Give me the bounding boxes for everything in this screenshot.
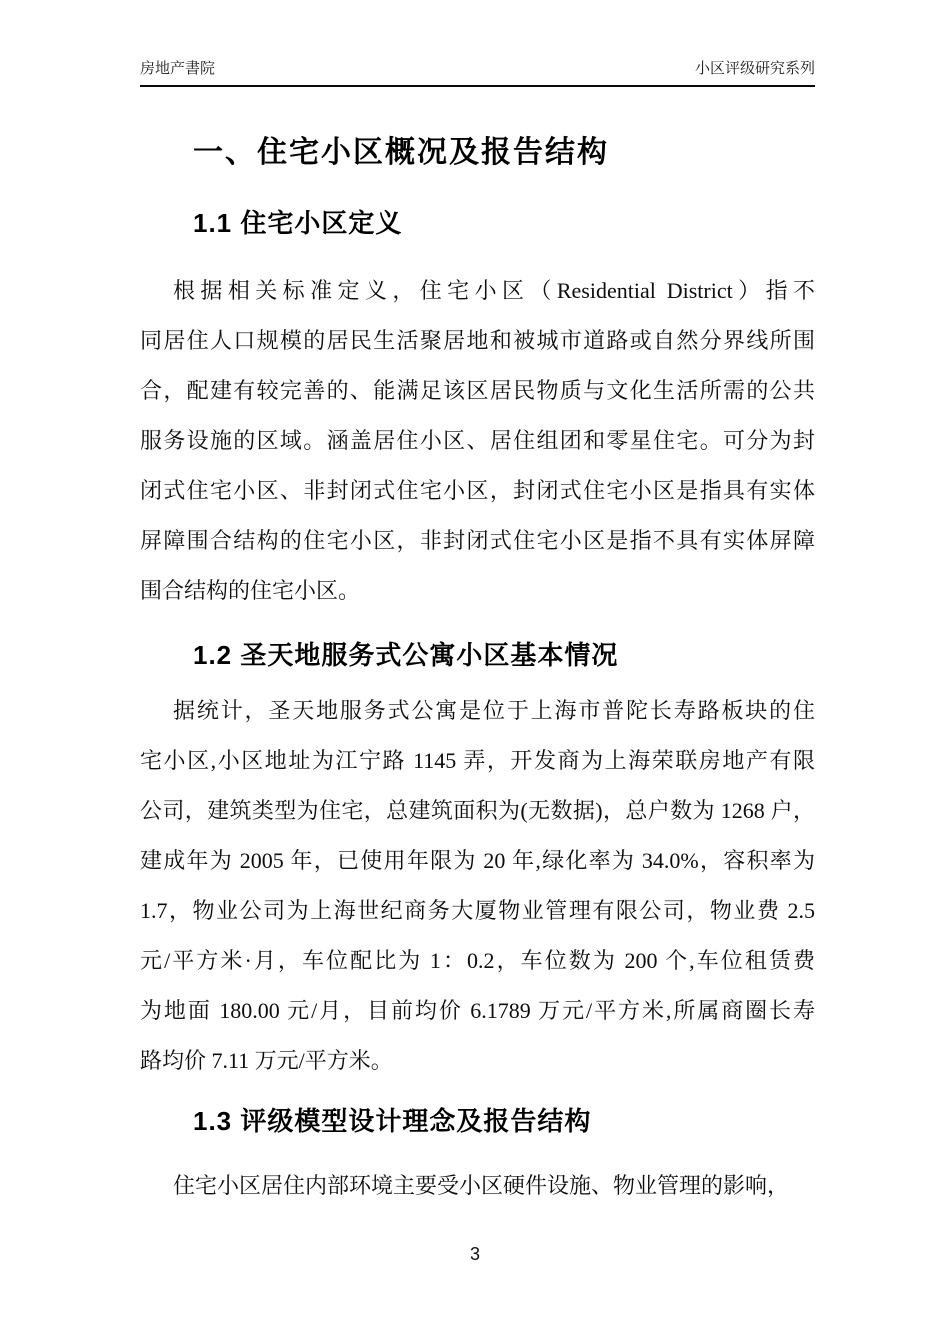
header-left-text: 房地产書院: [140, 60, 216, 77]
text-line: 屏障围合结构的住宅小区，非封闭式住宅小区是指不具有实体屏障: [140, 528, 815, 553]
text-line: 公司，建筑类型为住宅，总建筑面积为(无数据)，总户数为 1268 户，: [140, 798, 815, 823]
section-heading-1-2: 1.2 圣天地服务式公寓小区基本情况: [193, 640, 619, 670]
text-line: 元/平方米·月，车位配比为 1：0.2，车位数为 200 个,车位租赁费: [140, 948, 815, 973]
page-number: 3: [469, 1244, 480, 1264]
header-right-text: 小区评级研究系列: [694, 60, 815, 77]
text-line: 闭式住宅小区、非封闭式住宅小区，封闭式住宅小区是指具有实体: [140, 478, 815, 503]
section-heading-1-3: 1.3 评级模型设计理念及报告结构: [193, 1106, 592, 1136]
text-line: 住宅小区居住内部环境主要受小区硬件设施、物业管理的影响，: [173, 1173, 790, 1198]
text-line: 服务设施的区域。涵盖居住小区、居住组团和零星住宅。可分为封: [140, 428, 815, 453]
main-heading: 一、住宅小区概况及报告结构: [193, 136, 609, 169]
paragraph-1-3: [140, 1161, 815, 1211]
text-line: 为地面 180.00 元/月，目前均价 6.1789 万元/平方米,所属商圈长寿: [140, 998, 815, 1023]
text-line: 同居住人口规模的居民生活聚居地和被城市道路或自然分界线所围: [140, 328, 815, 353]
text-line: 1.7，物业公司为上海世纪商务大厦物业管理有限公司，物业费 2.5: [140, 898, 815, 923]
text-line: 围合结构的住宅小区。: [140, 578, 361, 603]
text-line: 宅小区,小区地址为江宁路 1145 弄，开发商为上海荣联房地产有限: [140, 748, 815, 773]
text-line: 路均价 7.11 万元/平方米。: [140, 1048, 393, 1073]
text-line: 建成年为 2005 年，已使用年限为 20 年,绿化率为 34.0%，容积率为: [140, 848, 815, 873]
text-line: 合，配建有较完善的、能满足该区居民物质与文化生活所需的公共: [140, 378, 815, 403]
paragraph-1-1: [140, 266, 815, 616]
text-line: 根据相关标准定义，住宅小区（Residential District）指不: [173, 278, 815, 303]
paragraph-1-2: [140, 686, 815, 1086]
section-heading-1-1: 1.1 住宅小区定义: [193, 208, 403, 238]
text-line: 据统计，圣天地服务式公寓是位于上海市普陀长寿路板块的住: [173, 698, 815, 723]
page-header: [140, 0, 815, 87]
